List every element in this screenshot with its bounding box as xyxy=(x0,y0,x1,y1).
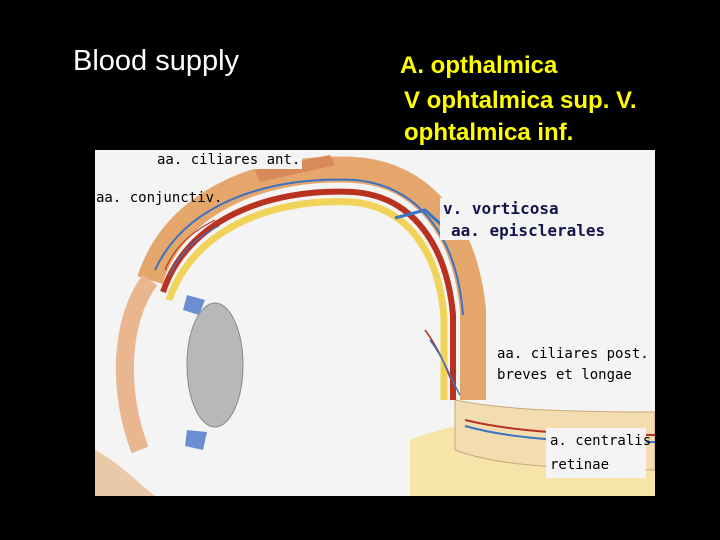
lower-eyelid xyxy=(95,450,155,496)
label-ciliares-ant: aa. ciliares ant. xyxy=(157,152,301,168)
label-centralis-1: a. centralis xyxy=(550,433,652,449)
label-conjunctiv: aa. conjunctiv. xyxy=(96,190,223,206)
ciliary-body-lower xyxy=(185,430,207,450)
label-vorticosa: v. vorticosa xyxy=(443,199,559,218)
subtitle-line-3: ophtalmica inf. xyxy=(404,119,574,146)
subtitle-line-1: A. opthalmica xyxy=(400,52,558,79)
label-episclerales: aa. episclerales xyxy=(451,221,606,240)
label-centralis-2: retinae xyxy=(550,457,610,473)
lens xyxy=(187,303,243,427)
slide-title: Blood supply xyxy=(73,45,240,77)
cornea xyxy=(125,280,150,450)
subtitle-line-2: V ophtalmica sup. V. xyxy=(404,87,637,114)
label-ciliares-post-2: breves et longae xyxy=(497,367,632,383)
label-ciliares-post-1: aa. ciliares post. xyxy=(497,346,649,362)
